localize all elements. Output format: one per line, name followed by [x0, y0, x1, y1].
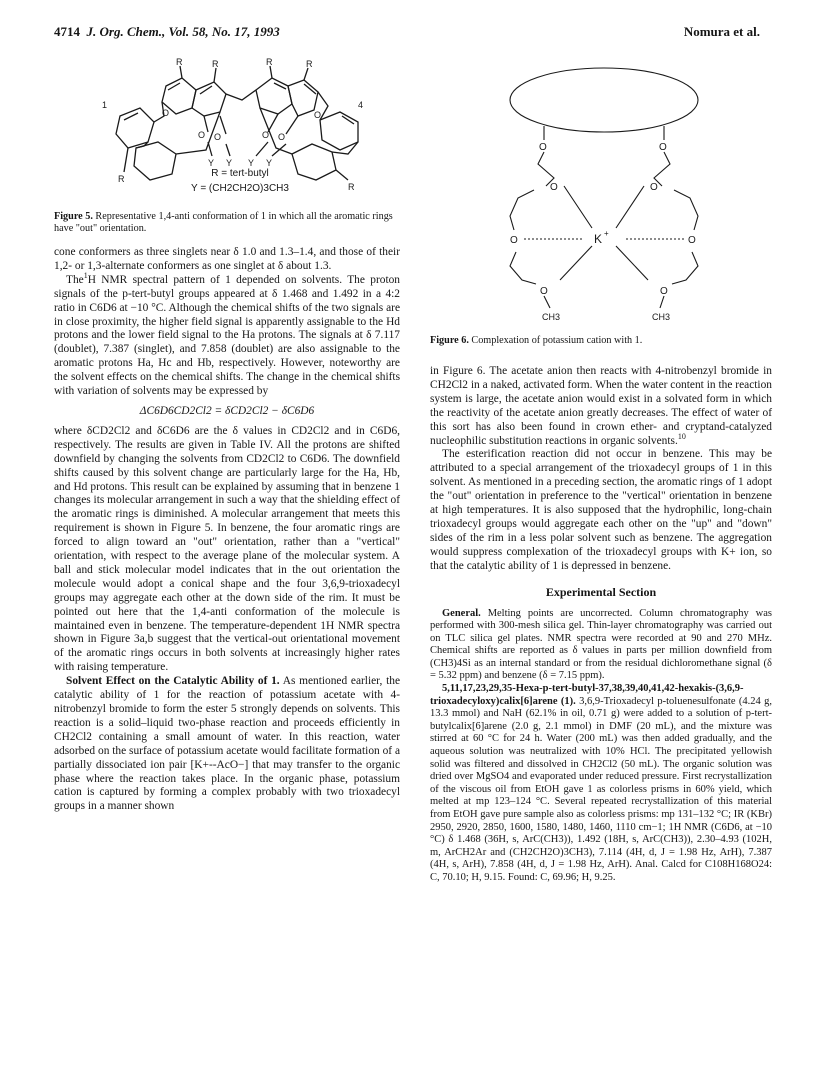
figure5-structure	[96, 56, 386, 204]
label-o: O	[688, 235, 696, 246]
run-in-heading: General.	[442, 607, 481, 619]
paragraph-body: Melting points are uncorrected. Column chromatography was performed with 300-mesh silica gel. Thin-layer chromatography was carried out on TLC silica gel plates. NMR spectra were recorded at 90 and 270 MHz. Chemical shifts are reported as δ values in parts per million downfield from (CH3)4Si as an internal standard or from the residual dichloromethane signal (δ = 5.32 ppm) and benzene (δ = 7.15 ppm).	[430, 607, 773, 682]
label-o: O	[214, 132, 222, 142]
page-number: 4714	[54, 24, 80, 39]
label-r: R	[266, 57, 273, 67]
label-y: Y	[226, 158, 233, 168]
label-o: O	[262, 130, 270, 140]
figure6-caption-label: Figure 6.	[430, 335, 469, 346]
paragraph-body: in Figure 6. The acetate anion then reacts with 4-nitrobenzyl bromide in CH2Cl2 in a naked, activated form. When the water content in the reaction system is large, the acetate anion would exist in a solvated form in which the reactivity of the acetate anion greatly decreases. The effect of water of this sort has also been found in crown ether- and cryptand-catalyzed nucleophilic substitution reactions in organic solvents.	[430, 365, 772, 447]
label-ring-1: 1	[102, 100, 108, 110]
figure5-caption	[54, 211, 394, 236]
label-ch3: CH3	[542, 312, 561, 322]
running-header-left	[54, 24, 280, 40]
paragraph-start: The	[66, 273, 84, 286]
label-o: O	[539, 142, 547, 153]
label-potassium: K	[594, 232, 603, 246]
label-ch3: CH3	[652, 312, 671, 322]
figure6-caption	[430, 335, 770, 347]
paragraph: cone conformers as three singlets near δ 1.0 and 1.3–1.4, and those of their 1,2- or 1,3-alternate conformers as one singlet at δ about 1.3.	[54, 246, 400, 272]
paragraph	[430, 683, 772, 885]
label-y: Y	[248, 158, 255, 168]
paragraph-body: H NMR spectral pattern of 1 depended on solvents. The proton signals of the p-tert-butyl groups appeared at δ 1.468 and 1.492 in a 4:2 ratio in C6D6 at −10 °C. Although the chemical shifts of the two signals are in close proximity, the higher field signal is apparently assignable to the Hd protons and the lower field signal to the Ha protons. The signals at δ 7.117 (doublet), 7.387 (singlet), and 7.858 (doublet) are also assignable to the aromatic protons Ha, Hc and Hb, respectively. However, noteworthy are the solvent effects on the chemical shifts. The change in the chemical shifts with variation of solvents may be expressed by	[54, 273, 400, 398]
label-r: R	[212, 59, 219, 69]
label-y: Y	[208, 158, 215, 168]
paragraph	[430, 608, 772, 684]
label-o: O	[278, 132, 286, 142]
figure5-caption-text: Representative 1,4-anti conformation of 1 in which all the aromatic rings have "out" orientation.	[54, 211, 393, 235]
paragraph-body: As mentioned earlier, the catalytic ability of 1 for the reaction of potassium acetate with 4-nitrobenzyl bromide to form the ester 5 strongly depends on solvents. This reaction is a solid–liquid two-phase reaction and proceeds efficiently in CH2Cl2 containing a small amount of water. In this reaction, water adsorbed on the surface of potassium acetate would facilitate formation of a partially dissociated ion pair [K+--AcO−] that may transfer to the organic phase where the reaction takes place. In the organic phase, potassium cation is captured by forming a complex probably with two trioxadecyl groups in a manner shown	[54, 675, 400, 813]
run-in-heading: Solvent Effect on the Catalytic Ability of 1.	[66, 675, 280, 688]
figure5-legend-y: Y = (CH2CH2O)3CH3	[191, 183, 289, 194]
paragraph	[430, 365, 772, 448]
paragraph-body: 3,6,9-Trioxadecyl p-toluenesulfonate (4.24 g, 13.3 mmol) and NaH (62.1% in oil, 0.71 g) were added to a solution of p-tert-butylcalix[6]arene (2.0 g, 2.1 mmol) in DMF (20 mL), and the mixture was stirred at 60 °C for 24 h. Water (200 mL) was then added gradually, and the aqueous solution was neutralized with 10% HCl. The precipitated yellowish solid was filtered and dissolved in CH2Cl2 (50 mL). The organic solution was dried over MgSO4 and evaporated under reduced pressure. First recrystallization of the viscous oil from EtOH gave 1 as colorless prisms in 60% yield, which melted at mp 123–124 °C. Several repeated recrystallization of this material from EtOH gave pure sample also as colorless prisms: mp 131–132 °C; IR (KBr) 2950, 2920, 2850, 1600, 1580, 1480, 1460, 1110 cm−1; 1H NMR (C6D6, at −10 °C) δ 1.468 (36H, s, ArC(CH3)), 1.492 (18H, s, ArC(CH3)), 2.30–4.93 (102H, m, ArCH2Ar and (CH2CH2O)3CH3), 7.114 (4H, d, J = 1.98 Hz, ArH), 7.387 (4H, s, ArH), 7.858 (4H, d, J = 1.98 Hz, ArH). Anal. Calcd for C108H168O24: C, 70.10; H, 9.15. Found: C, 69.96; H, 9.25.	[430, 695, 772, 883]
figure6-structure	[494, 62, 714, 332]
superscript: 1	[83, 271, 88, 281]
label-o: O	[198, 130, 206, 140]
label-ring-4: 4	[358, 100, 364, 110]
label-r: R	[118, 174, 125, 184]
label-o: O	[659, 142, 667, 153]
paragraph	[54, 271, 400, 399]
left-column	[54, 246, 400, 814]
label-r: R	[306, 59, 313, 69]
label-o: O	[540, 286, 548, 297]
journal-citation: J. Org. Chem., Vol. 58, No. 17, 1993	[86, 24, 280, 39]
label-potassium-charge: +	[604, 229, 609, 238]
label-o: O	[162, 108, 170, 118]
paragraph: where δCD2Cl2 and δC6D6 are the δ values in CD2Cl2 and in C6D6, respectively. The results are given in Table IV. All the protons are shifted downfield by changing the solvents from CD2Cl2 to C6D6. The downfield shifts caused by this solvent change are particularly large for the Ha, Hb, and Hd protons. This result can be explained by assuming that in benzene 1 changes its molecular arrangement in such a way that the shielding effect of the aromatic rings is diminished. A molecular arrangement that meets this requirement is shown in Figure 5. In benzene, the four aromatic rings are forced to align toward an "out" orientation, rather than a "vertical" orientation, with respect to the average plane of the molecular system. A ball and stick molecular model indicates that in the out orientation the molecule would adopt a conical shape and the four 3,6,9-trioxadecyl groups may aggregate each other at the down side of the rim. It must be pointed out here that the 1,4-anti conformation of the molecule is maintained even in benzene. The temperature-dependent 1H NMR spectra shown in Figure 3a,b suggest that the vertical-out orientational movement of the aromatic rings occurs in both solvents at increasingly higher rates with raising temperature.	[54, 424, 400, 674]
label-o: O	[660, 286, 668, 297]
label-o: O	[550, 182, 558, 193]
label-o: O	[314, 110, 322, 120]
label-r: R	[348, 182, 355, 192]
paragraph: The esterification reaction did not occur in benzene. This may be attributed to a special arrangement of the trioxadecyl groups of 1 in this solvent. As mentioned in a preceding section, the aromatic rings of 1 adopt the "out" orientation in preference to the "vertical" orientation in benzene at high temperatures. It is also supposed that the hydrophilic, long-chain trioxadecyl groups would aggregate each other on the "up" and "down" sides of the rim in a less polar solvent such as benzene. The aggregation would suppress complexation of the trioxadecyl groups with K+ ion, so that the catalytic ability of 1 is depressed in benzene.	[430, 448, 772, 572]
compound-heading: 5,11,17,23,29,35-Hexa-p-tert-butyl-37,38,39,40,41,42-hexakis-(3,6,9-trioxadecyloxy)calix[6]arene (1).	[430, 683, 744, 707]
figure6-caption-text: Complexation of potassium cation with 1.	[471, 335, 643, 346]
equation: ΔC6D6CD2Cl2 = δCD2Cl2 − δC6D6	[139, 404, 315, 417]
reference-superscript: 10	[677, 431, 686, 441]
label-y: Y	[266, 158, 273, 168]
label-r: R	[176, 57, 183, 67]
running-header-authors: Nomura et al.	[683, 24, 760, 39]
figure5-legend-r: R = tert-butyl	[211, 168, 269, 179]
label-o: O	[650, 182, 658, 193]
paragraph	[54, 675, 400, 814]
figure5-caption-label: Figure 5.	[54, 211, 93, 222]
right-column	[430, 365, 772, 885]
section-title: Experimental Section	[545, 584, 657, 599]
label-o: O	[510, 235, 518, 246]
